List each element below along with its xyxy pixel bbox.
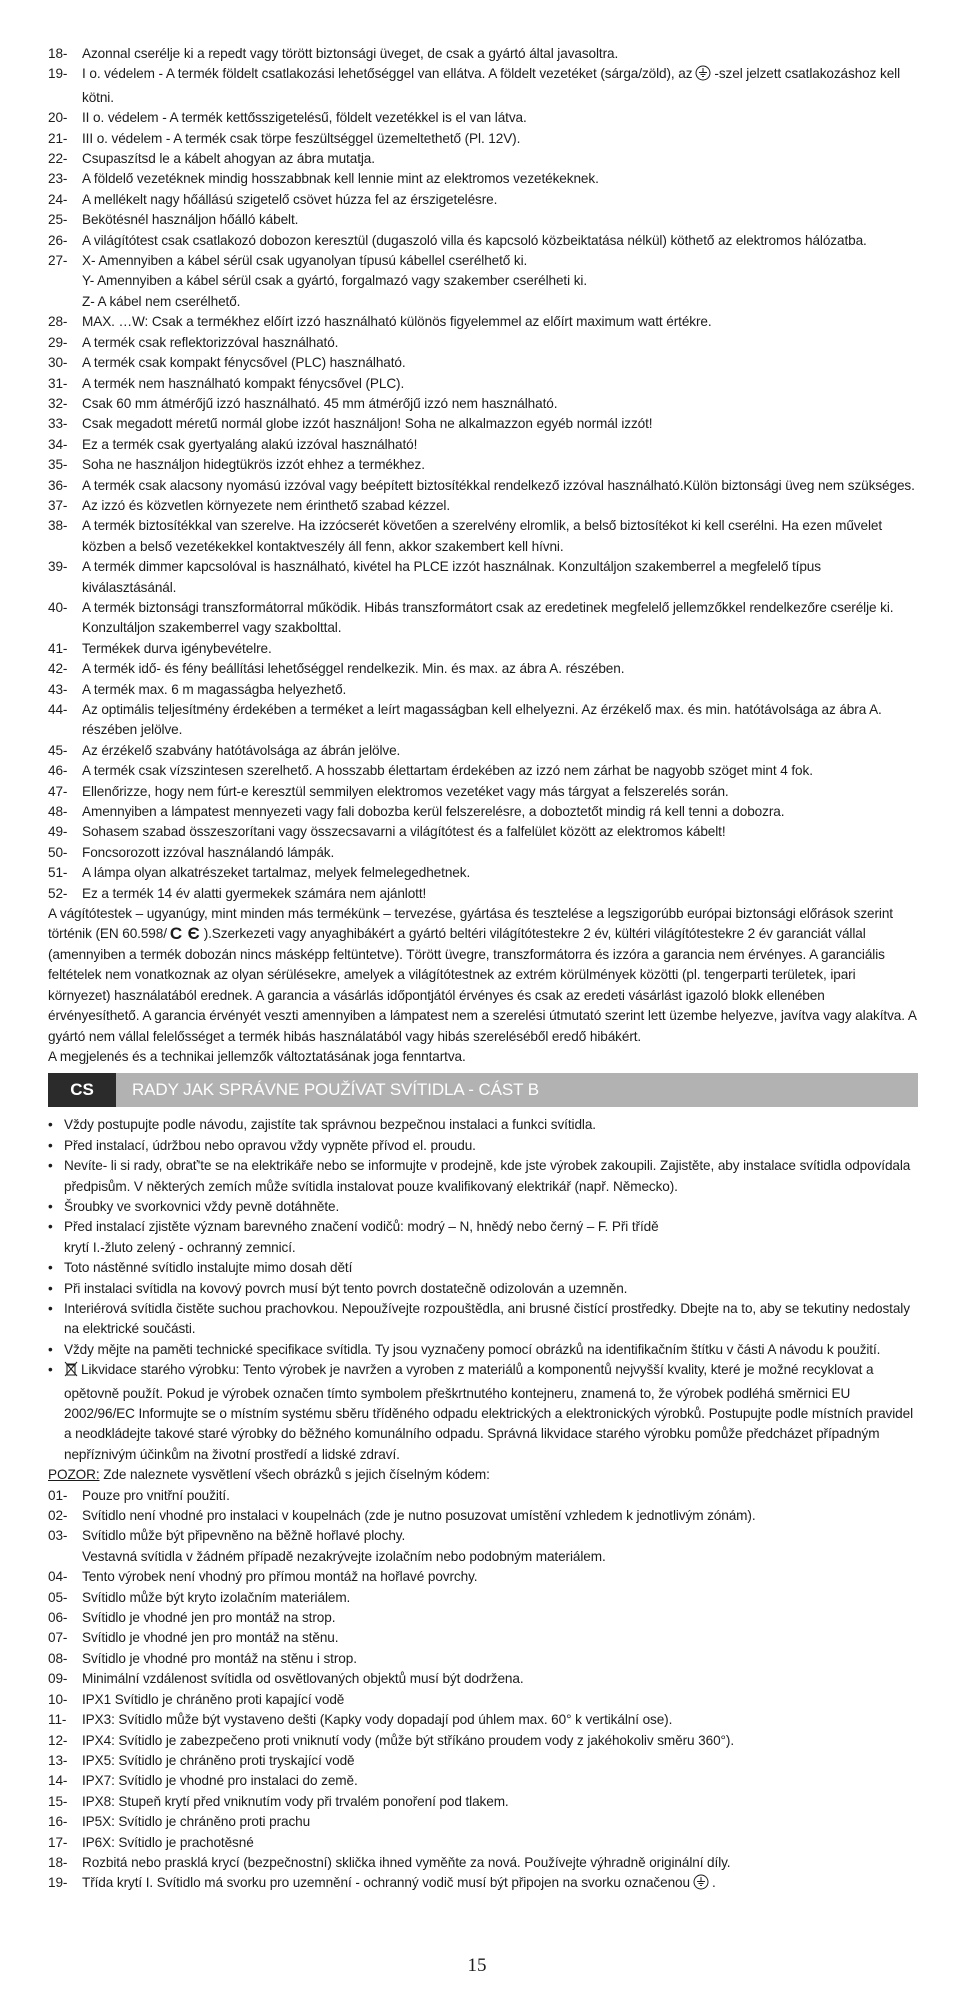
- list-item: 34- Ez a termék csak gyertyaláng alakú izzóval használható!: [48, 436, 418, 452]
- bullet-icon: •: [48, 1198, 53, 1214]
- bullet-icon: •: [48, 1117, 53, 1133]
- manual-page: [48, 44, 918, 1897]
- list-item: 51- A lámpa olyan alkatrészeket tartalmaz, melyek felmelegedhetnek.: [48, 865, 471, 881]
- list-item: 09- Minimální vzdálenost svítidla od osvětlovaných objektů musí být dodržena.: [48, 1671, 524, 1687]
- list-item: 18- Rozbitá nebo prasklá krycí (bezpečnostní) sklička ihned vyměňte za nová. Používejte výhradně originální díly.: [48, 1854, 731, 1870]
- list-item: 49- Sohasem szabad összeszorítani vagy összecsavarni a világítótest és a falfelület között az elektromos kábelt!: [48, 824, 726, 840]
- list-item: 27- X- Amennyiben a kábel sérül csak ugyanolyan típusú kábellel cserélhető ki. Y- Amennyiben a kábel sérül csak a gyártó, forgalmazó vagy szakember cserélheti ki. Z- A kábel nem cserélhető.: [48, 253, 587, 309]
- cs-pozor-line: POZOR: Zde naleznete vysvětlení všech obrázků s jejich číselným kódem:: [48, 1467, 490, 1483]
- list-item: 11- IPX3: Svítidlo může být vystaveno dešti (Kapky vody dopadají pod úhlem max. 60° k vertikální ose).: [48, 1712, 673, 1728]
- list-item: 22- Csupaszítsd le a kábelt ahogyan az ábra mutatja.: [48, 151, 375, 167]
- list-item: 16- IP5X: Svítidlo je chráněno proti prachu: [48, 1814, 311, 1830]
- language-code-badge: CS: [48, 1073, 116, 1107]
- ground-symbol-icon: [693, 1874, 709, 1896]
- list-item: • Toto nástěnné svítidlo instalujte mimo dosah dětí: [48, 1258, 918, 1278]
- list-item: • Likvidace starého výrobku: Tento výrobek je navržen a vyroben z materiálů a komponentů nejvyšší kvality, které je možné recyklovat a opětovně použít. Pokud je výrobek označen tímto symbolem přeškrtnutého kontejneru, znamená to, že výrobek podléhá směrnici EU 2002/96/EC Informujte se o místním systému sběru tříděného odpadu elektrických a elektronických výrobků. Postupujte podle místních pravidel a neodkládejte takové staré výrobky do běžného komunálního odpadu. Správná likvidace starého výrobku pomůže předcházet případným nepříznivým účinkům na životní prostředí a lidské zdraví.: [48, 1360, 918, 1465]
- list-item: 33- Csak megadott méretű normál globe izzót használjon! Soha ne alkalmazzon egyéb normál izzót!: [48, 416, 653, 432]
- bullet-icon: •: [48, 1260, 53, 1276]
- list-item: 41- Termékek durva igénybevételre.: [48, 640, 272, 656]
- list-item: 40- A termék biztonsági transzformátorral működik. Hibás transzformátort csak az eredetinek megfelelő jellemzőkkel rendelkezőre cserélje ki. Konzultáljon szakemberrel vagy szakbolttal.: [48, 599, 894, 636]
- list-item: 05- Svítidlo může být kryto izolačním materiálem.: [48, 1589, 351, 1605]
- list-item: 35- Soha ne használjon hidegtükrös izzót ehhez a termékhez.: [48, 457, 425, 473]
- cs-instructions-list: [48, 1486, 918, 1897]
- section-banner-cs: [48, 1073, 918, 1107]
- cs-bullet-list: [48, 1115, 918, 1465]
- list-item: 08- Svítidlo je vhodné pro montáž na stěnu i strop.: [48, 1650, 357, 1666]
- list-item: 20- II o. védelem - A termék kettősszigetelésű, földelt vezetékkel is el van látva.: [48, 110, 527, 126]
- list-item: 19- I o. védelem - A termék földelt csatlakozási lehetőséggel van ellátva. A földelt vezetéket (sárga/zöld), az -szel jelzett csatlakozáshoz kell kötni.: [48, 66, 901, 105]
- list-item: 24- A mellékelt nagy hőállású szigetelő csövet húzza fel az érszigetelésre.: [48, 191, 498, 207]
- ce-mark-icon: C Є: [169, 924, 201, 944]
- list-item: 10- IPX1 Svítidlo je chráněno proti kapající vodě: [48, 1691, 345, 1707]
- list-item: 50- Foncsorozott izzóval használandó lámpák.: [48, 844, 335, 860]
- list-item: 37- Az izzó és közvetlen környezete nem érinthető szabad kézzel.: [48, 497, 451, 513]
- list-item: 07- Svítidlo je vhodné jen pro montáž na stěnu.: [48, 1630, 339, 1646]
- list-item: • Nevíte- li si rady, obrať'te se na elektrikáře nebo se informujte v prodejně, kde jste výrobek zakoupili. Zajistěte, aby instalace svítidla odpovídala předpisům. V některých zemích může svítidla instalovat pouze kvalifikovaný elektrikář (např. Německo).: [48, 1156, 918, 1197]
- list-item: • Vždy mějte na paměti technické specifikace svítidla. Ty jsou vyznačeny pomocí obrázků na identifikačním štítku v části A návodu k použití.: [48, 1340, 918, 1360]
- list-item: 13- IPX5: Svítidlo je chráněno proti tryskající vodě: [48, 1752, 355, 1768]
- page-number: 15: [467, 1955, 487, 1976]
- bullet-icon: •: [48, 1341, 53, 1357]
- list-item: • Šroubky ve svorkovnici vždy pevně dotáhněte.: [48, 1197, 918, 1217]
- list-item: 04- Tento výrobek není vhodný pro přímou montáž na hořlavé povrchy.: [48, 1569, 478, 1585]
- list-item: 01- Pouze pro vnitřní použití.: [48, 1487, 230, 1503]
- list-item: • Před instalací, údržbou nebo opravou vždy vypněte přívod el. proudu.: [48, 1136, 918, 1156]
- list-item: 39- A termék dimmer kapcsolóval is használható, kivétel ha PLCE izzót használnak. Konzultáljon szakemberrel a megfelelő típus kiválasztásánál.: [48, 559, 821, 595]
- hu-instructions-list: [48, 44, 918, 904]
- list-item: 38- A termék biztosítékkal van szerelve. Ha izzócserét követően a szerelvény elromlik, a belső biztosítékot ki kell cserélni. Ha ezen művelet közben a belső vezetékekkel kontaktveszély áll fenn, akkor szakembert kell hívni.: [48, 518, 883, 554]
- list-item: 18- Azonnal cserélje ki a repedt vagy törött biztonsági üveget, de csak a gyártó által javasoltra.: [48, 46, 619, 61]
- crossed-bin-icon: [64, 1361, 78, 1383]
- list-item: 21- III o. védelem - A termék csak törpe feszültséggel üzemeltethető (Pl. 12V).: [48, 130, 521, 146]
- bullet-icon: •: [48, 1362, 53, 1378]
- list-item: • Při instalaci svítidla na kovový povrch musí být tento povrch dostatečně odizolován a uzemněn.: [48, 1279, 918, 1299]
- list-item: 47- Ellenőrizze, hogy nem fúrt-e keresztül semmilyen elektromos vezetéket vagy más tárgyat a felszerelés során.: [48, 783, 729, 799]
- list-item: 46- A termék csak vízszintesen szerelhető. A hosszabb élettartam érdekében az izzó nem zárhat be nagyobb szöget mint 4 fok.: [48, 763, 813, 779]
- list-item: • Před instalací zjistěte význam barevného značení vodičů: modrý – N, hnědý nebo černý – F. Při třídě krytí I.-žluto zelený - ochranný zemnicí.: [48, 1217, 918, 1258]
- hu-rights-note: A megjelenés és a technikai jellemzők változtatásának joga fenntartva.: [48, 1048, 466, 1064]
- list-item: 02- Svítidlo není vhodné pro instalaci v koupelnách (zde je nutno posuzovat umístění vzhledem k jednotlivým zónám).: [48, 1508, 756, 1524]
- ground-symbol-icon: [695, 65, 711, 87]
- list-item: 48- Amennyiben a lámpatest mennyezeti vagy fali dobozba kerül felszerelésre, a doboztetőt mindig rá kell tenni a dobozra.: [48, 804, 785, 820]
- list-item: • Interiérová svítidla čistěte suchou prachovkou. Nepoužívejte rozpouštědla, ani brusné čistící prostředky. Dbejte na to, aby se tekutiny nedostaly na elektrické součásti.: [48, 1299, 918, 1340]
- list-item: 45- Az érzékelő szabvány hatótávolsága az ábrán jelölve.: [48, 742, 401, 758]
- list-item: 17- IP6X: Svítidlo je prachotěsné: [48, 1834, 254, 1850]
- bullet-icon: •: [48, 1219, 53, 1235]
- list-item: 32- Csak 60 mm átmérőjű izzó használható. 45 mm átmérőjű izzó nem használható.: [48, 395, 558, 411]
- section-title: RADY JAK SPRÁVNE POUŽÍVAT SVÍTIDLA - CÁST B: [132, 1080, 539, 1100]
- list-item: 31- A termék nem használható kompakt fénycsővel (PLC).: [48, 375, 405, 391]
- list-item: 44- Az optimális teljesítmény érdekében a terméket a leírt magasságban kell elhelyezni. Az érzékelő max. és min. hatótávolsága az ábra A. részében jelölve.: [48, 702, 882, 738]
- list-item: 52- Ez a termék 14 év alatti gyermekek számára nem ajánlott!: [48, 885, 427, 901]
- list-item: 19- Třída krytí I. Svítidlo má svorku pro uzemnění - ochranný vodič musí být připojen na svorku označenou .: [48, 1873, 918, 1896]
- list-item: 42- A termék idő- és fény beállítási lehetőséggel rendelkezik. Min. és max. az ábra A. részében.: [48, 661, 625, 677]
- bullet-icon: •: [48, 1137, 53, 1153]
- list-item: 15- IPX8: Stupeň krytí před vniknutím vody při trvalém ponoření pod tlakem.: [48, 1793, 509, 1809]
- hu-warranty-paragraph: A vágítótestek – ugyanúgy, mint minden más termékünk – tervezése, gyártása és tesztelése a legszigorúbb európai biztonsági előrások szerint történik (EN 60.598/ C Є ).Szerkezeti vagy anyaghibákért a gyártó beltéri világítótestekre 2 év, kültéri világítótestekre 2 év garanciát vállal (amennyiben a termék dobozán nincs másképp feltüntetve). Törött üvegre, transzformátorra és izzóra a garancia nem érvényes. A garanciális feltételek nem vonatkoznak az olyan sérülésekre, amelyek a világítótestnek az extrém körülmények közötti (pl. tengerparti területek, ipari környezet) használatából erednek. A garancia a vásárlás időpontjától érvényes és csak az eredeti vásárlást igazoló blokk ellenében érvényesíthető. A garancia érvényét veszti amennyiben a lámpatest nem a szerelési útmutató szerint lett üzembe helyezve, javítva vagy alakítva. A gyártó nem vállal felelősséget a termék hibás használatából vagy hibás szereléséből eredő hibákért.: [48, 906, 917, 1044]
- list-item: 14- IPX7: Svítidlo je vhodné pro instalaci do země.: [48, 1773, 358, 1789]
- list-item: 03- Svítidlo může být připevněno na běžně hořlavé plochy. Vestavná svítidla v žádném případě nezakrývejte izolačním nebo podobným materiálem.: [48, 1528, 606, 1564]
- list-item: 26- A világítótest csak csatlakozó dobozon keresztül (dugaszoló villa és kapcsoló közbeiktatása nélkül) köthető az elektromos hálózatba.: [48, 232, 867, 248]
- bullet-icon: •: [48, 1300, 53, 1316]
- list-item: 06- Svítidlo je vhodné jen pro montáž na strop.: [48, 1610, 336, 1626]
- bullet-icon: •: [48, 1280, 53, 1296]
- list-item: • Vždy postupujte podle návodu, zajistíte tak správnou bezpečnou instalaci a funkci svítidla.: [48, 1115, 918, 1135]
- list-item: 29- A termék csak reflektorizzóval használható.: [48, 334, 339, 350]
- list-item: 28- MAX. …W: Csak a termékhez előírt izzó használható különös figyelemmel az előírt maximum watt értékre.: [48, 314, 712, 330]
- list-item: 23- A földelő vezetéknek mindig hosszabbnak kell lennie mint az elektromos vezetékeknek.: [48, 171, 599, 187]
- list-item: 25- Bekötésnél használjon hőálló kábelt.: [48, 212, 299, 228]
- list-item: 12- IPX4: Svítidlo je zabezpečeno proti vniknutí vody (může být stříkáno proudem vody z jakéhokoliv směru 360°).: [48, 1732, 734, 1748]
- list-item: 43- A termék max. 6 m magasságba helyezhető.: [48, 681, 347, 697]
- list-item: 36- A termék csak alacsony nyomású izzóval vagy beépített biztosítékkal rendelkező izzóval használható.Külön biztonsági üveg nem szükséges.: [48, 477, 915, 493]
- bullet-icon: •: [48, 1158, 53, 1174]
- list-item: 30- A termék csak kompakt fénycsővel (PLC) használható.: [48, 355, 406, 371]
